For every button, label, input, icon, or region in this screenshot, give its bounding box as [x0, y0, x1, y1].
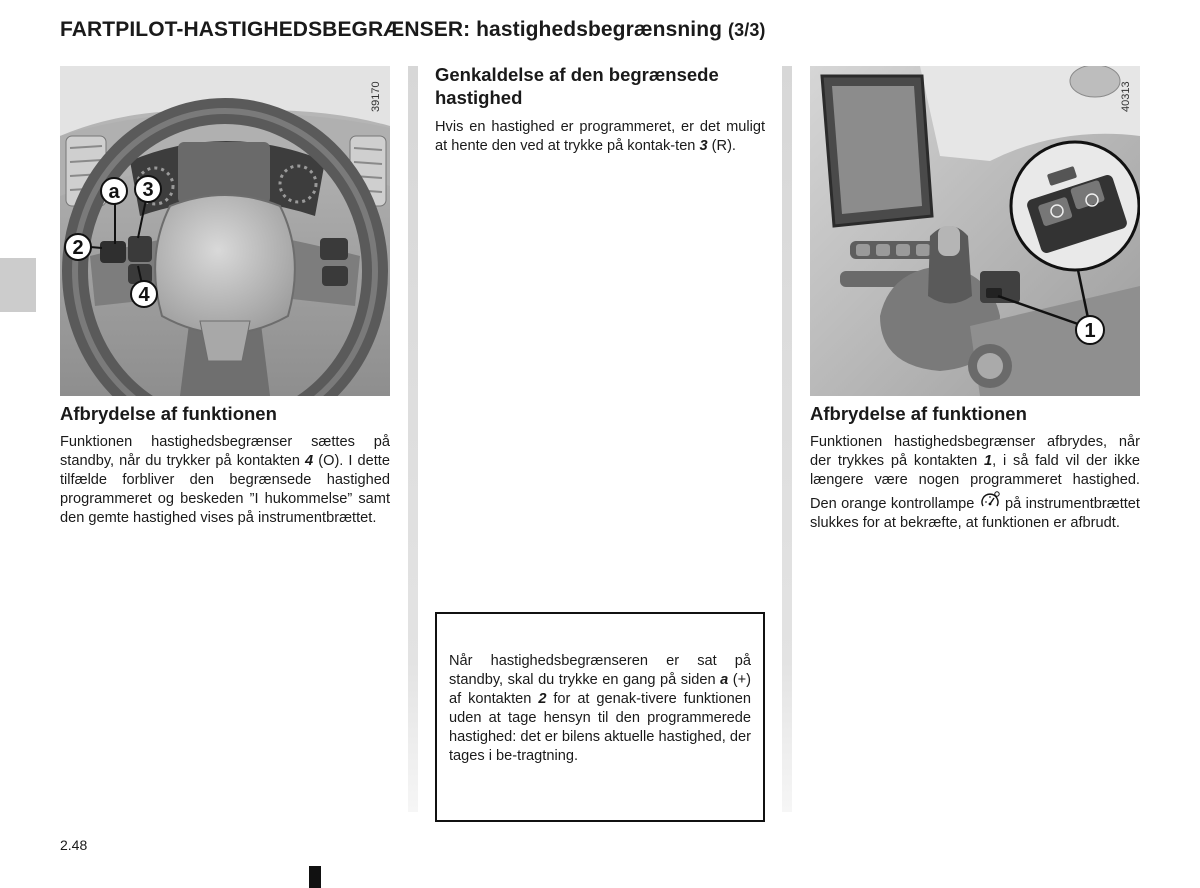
callout-a [101, 178, 127, 204]
note-text [449, 652, 751, 766]
callout-3-label: 3 [142, 179, 154, 201]
callout-1 [1076, 316, 1104, 344]
steering-wheel-figure [60, 66, 390, 396]
callout-2-label: 2 [72, 237, 84, 259]
note-part1: Når hastighedsbegrænseren er sat på standby, skal du trykke en gang på siden [449, 653, 751, 688]
steering-wheel-illustration [60, 66, 390, 396]
callout-4 [131, 281, 157, 307]
column-divider-left [408, 66, 418, 812]
left-body-part2: (O). I dette tilfælde forbliver den begrænsede hastighed programmeret og beskeden ”I hukommelse” samt den gemte hastighed vises på instrumentbrættet. [60, 453, 390, 526]
center-console-figure [810, 66, 1140, 396]
middle-section-body [435, 118, 765, 156]
figure-ref-right: 40313 [1120, 81, 1132, 112]
crop-mark [309, 866, 321, 888]
middle-body-part2: (R). [707, 138, 736, 154]
chapter-side-tab [0, 258, 36, 312]
callout-1-label: 1 [1084, 320, 1096, 342]
callout-3 [135, 176, 161, 202]
middle-body-switch-ref: 3 [699, 138, 708, 154]
right-body-part2: , i så fald vil der ikke længere være nogen programmeret hastighed. Den orange kontrollampe [810, 453, 1140, 512]
right-section-heading: Afbrydelse af funktionen [810, 403, 1027, 424]
page-title-suffix: (3/3) [728, 20, 766, 40]
center-console-illustration [810, 66, 1140, 396]
callout-2 [65, 234, 91, 260]
note-part2: (+) af kontakten [449, 672, 752, 707]
right-body-switch-ref: 1 [984, 453, 993, 469]
right-body-part1: Funktionen hastighedsbegrænser afbrydes, når der trykkes på kontakten [810, 434, 1140, 469]
column-divider-right [782, 66, 792, 812]
note-part3: for at genak-tivere funktionen uden at tage hensyn til den programmerede hastighed: det er bilens aktuelle hastighed, der tages i be-tragtning. [449, 691, 751, 764]
callout-4-label: 4 [138, 284, 150, 306]
middle-body-part1: Hvis en hastighed er programmeret, er det muligt at hente den ved at trykke på kontak-ten [435, 119, 765, 154]
page-number: 2.48 [60, 837, 88, 853]
right-section-body [810, 433, 1140, 533]
figure-ref-left: 39170 [370, 81, 382, 112]
right-body-part3: på instrumentbrættet slukkes for at bekræfte, at funktionen er afbrudt. [810, 496, 1140, 531]
note-side-ref: a [720, 672, 729, 688]
page-title [60, 18, 766, 42]
left-body-part1: Funktionen hastighedsbegrænser sættes på standby, når du trykker på kontakten [60, 434, 390, 469]
left-body-switch-ref: 4 [305, 453, 314, 469]
note-box [435, 612, 765, 822]
left-section-heading: Afbrydelse af funktionen [60, 403, 277, 424]
speed-limiter-warning-icon [979, 490, 1001, 512]
page-title-main: FARTPILOT-HASTIGHEDSBEGRÆNSER: hastighedsbegrænsning [60, 18, 723, 41]
left-section-body [60, 433, 390, 528]
middle-section-heading: Genkaldelse af den begrænsede hastighed [435, 64, 719, 108]
callout-a-label: a [108, 181, 120, 203]
note-switch-ref: 2 [538, 691, 547, 707]
